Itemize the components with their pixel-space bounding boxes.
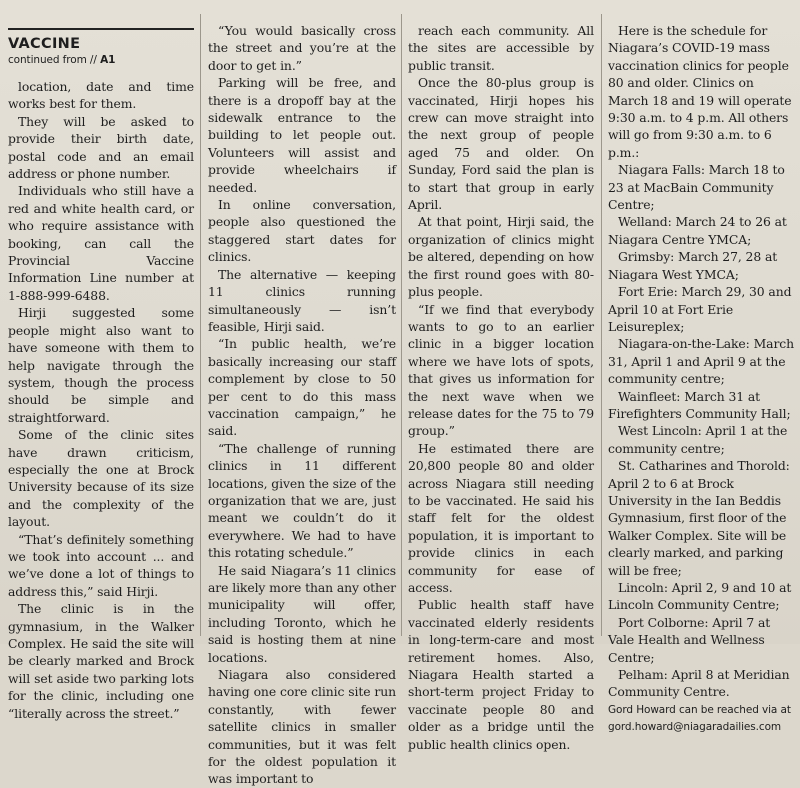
paragraph: They will be asked to provide their birth date, postal code and an email address or phone number.	[8, 113, 194, 182]
schedule-item: Niagara Falls: March 18 to 23 at MacBain Community Centre;	[608, 162, 785, 213]
story-kicker: VACCINE	[8, 36, 81, 52]
schedule-item: Niagara-on-the-Lake: March 31, April 1 and April 9 at the community centre;	[608, 336, 794, 387]
schedule-item: Wainfleet: March 31 at Firefighters Community Hall;	[608, 388, 791, 421]
column-rule	[401, 14, 402, 636]
schedule-item: Grimsby: March 27, 28 at Niagara West YMCA;	[608, 249, 778, 282]
schedule-item: Lincoln: April 2, 9 and 10 at Lincoln Community Centre;	[608, 580, 792, 613]
paragraph: reach each community. All the sites are accessible by public transit.	[408, 23, 594, 73]
article-column-3	[408, 22, 594, 752]
paragraph: Once the 80-plus group is vaccinated, Hirji hopes his crew can move straight into the next group of people aged 75 and older. On Sunday, Ford said the plan is to start that group in early April.	[408, 75, 594, 213]
continued-from-line: continued from // A1	[8, 54, 116, 66]
schedule-item: Port Colborne: April 7 at Vale Health and Wellness Centre;	[608, 614, 771, 665]
paragraph: Some of the clinic sites have drawn criticism, especially the one at Brock University because of its size and the complexity of the layout.	[8, 427, 194, 530]
paragraph: “If we find that everybody wants to go to an earlier clinic in a bigger location where we have lots of spots, that gives us information for the next wave when we release dates for the 75 to 79 group.”	[408, 301, 594, 439]
paragraph: “The challenge of running clinics in 11 different locations, given the size of the organization that we are, just meant we couldn’t do it everywhere. We had to have this rotating schedule.”	[208, 440, 396, 561]
column-rule	[601, 14, 602, 636]
column-rule	[200, 14, 201, 636]
paragraph: Hirji suggested some people might also want to have someone with them to help navigate through the system, though the process should be simple and straightforward.	[8, 305, 194, 425]
paragraph: location, date and time works best for them.	[8, 79, 194, 112]
schedule-item: St. Catharines and Thorold: April 2 to 6 at Brock University in the Ian Beddis Gymnasium, first floor of the Walker Complex. Site will be clearly marked, and parking will be free;	[608, 458, 790, 578]
schedule-item: Fort Erie: March 29, 30 and April 10 at Fort Erie Leisureplex;	[608, 284, 792, 334]
paragraph: Individuals who still have a red and white health card, or who require assistance with booking, can call the Provincial Vaccine Information Line number at 1-888-999-6488.	[8, 183, 194, 303]
schedule-intro: Here is the schedule for Niagara’s COVID-19 mass vaccination clinics for people 80 and older. Clinics on March 18 and 19 will operate 9:30 a.m. to 4 p.m. All others will go from 9:30 a.m. to 6 p.m.:	[608, 23, 792, 160]
author-email: gord.howard@niagaradailies.com	[608, 720, 782, 733]
article-column-2	[208, 22, 396, 787]
paragraph: The clinic is in the gymnasium, in the Walker Complex. He said the site will be clearly marked and Brock will set aside two parking lots for the clinic, including one “literally across the street.”	[8, 601, 194, 721]
article-column-1	[8, 28, 194, 721]
paragraph: Public health staff have vaccinated elderly residents in long-term-care and most retirement homes. Also, Niagara Health started a short-term project Friday to vaccinate people 80 and older as a bridge until the public health clinics open.	[408, 597, 594, 752]
schedule-item: Pelham: April 8 at Meridian Community Centre.	[608, 667, 790, 700]
clinic-schedule-column	[608, 22, 794, 733]
paragraph: “In public health, we’re basically increasing our staff complement by close to 50 per cent to do this mass vaccination campaign,” he said.	[208, 336, 396, 439]
paragraph: “That’s definitely something we took into account ... and we’ve done a lot of things to address this,” said Hirji.	[8, 531, 194, 599]
paragraph: “You would basically cross the street and you’re at the door to get in.”	[208, 23, 396, 73]
schedule-item: Welland: March 24 to 26 at Niagara Centre YMCA;	[608, 214, 787, 247]
paragraph: He estimated there are 20,800 people 80 and older across Niagara still needing to be vaccinated. He said his staff felt for the oldest population, it is important to provide clinics in each community for ease of access.	[408, 440, 594, 595]
paragraph: He said Niagara’s 11 clinics are likely more than any other municipality will offer, including Toronto, which he said is hosting them at nine locations.	[208, 562, 396, 665]
paragraph: Niagara also considered having one core clinic site run constantly, with fewer satellite clinics in smaller communities, but it was felt for the oldest population it was important to	[208, 667, 396, 787]
paragraph: Parking will be free, and there is a dropoff bay at the sidewalk entrance to the building to let people out. Volunteers will assist and provide wheelchairs if needed.	[208, 75, 396, 195]
paragraph: In online conversation, people also questioned the staggered start dates for clinics.	[208, 197, 396, 265]
paragraph: At that point, Hirji said, the organization of clinics might be altered, depending on how the first round goes with 80-plus people.	[408, 214, 594, 300]
paragraph: The alternative — keeping 11 clinics running simultaneously — isn’t feasible, Hirji said.	[208, 266, 396, 334]
schedule-item: West Lincoln: April 1 at the community centre;	[608, 423, 788, 456]
author-byline: Gord Howard can be reached via at	[608, 703, 791, 716]
